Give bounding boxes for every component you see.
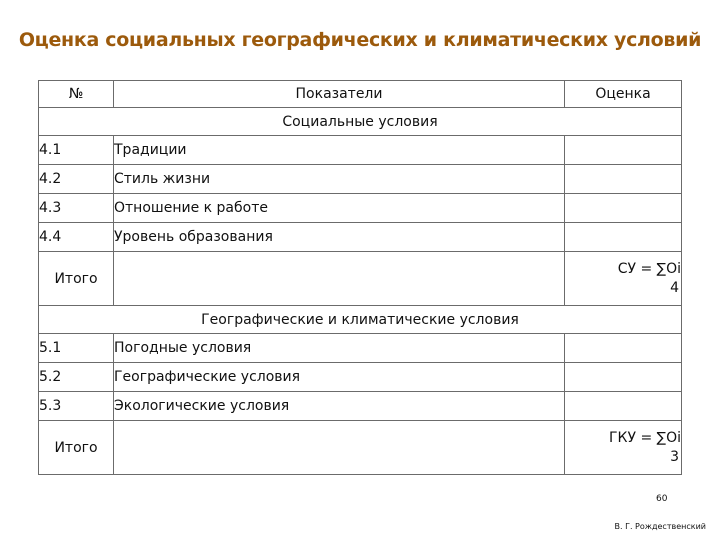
total-row-social — [39, 252, 682, 306]
formula-numerator: СУ = ∑Oi — [617, 260, 681, 277]
table-row — [39, 136, 682, 165]
slide-title: Оценка социальных географических и климатических условий — [18, 29, 702, 51]
total-empty-cell — [114, 252, 565, 306]
table-row — [39, 223, 682, 252]
table-row — [39, 334, 682, 363]
total-label: Итого — [39, 252, 114, 306]
row-number: 5.1 — [39, 334, 114, 363]
assessment-table — [38, 80, 682, 475]
section-heading-social: Социальные условия — [39, 108, 682, 136]
header-num: № — [39, 81, 114, 108]
row-number: 5.2 — [39, 363, 114, 392]
table-row — [39, 392, 682, 421]
total-empty-cell — [114, 421, 565, 475]
row-number: 4.2 — [39, 165, 114, 194]
formula-denominator: 3 — [670, 448, 679, 465]
row-score-cell[interactable] — [565, 223, 682, 252]
row-indicator: Погодные условия — [114, 334, 565, 363]
formula-numerator: ГКУ = ∑Oi — [609, 429, 681, 446]
row-indicator: Отношение к работе — [114, 194, 565, 223]
row-score-cell[interactable] — [565, 392, 682, 421]
section-row-social — [39, 108, 682, 136]
row-score-cell[interactable] — [565, 334, 682, 363]
total-label: Итого — [39, 421, 114, 475]
header-indicators: Показатели — [114, 81, 565, 108]
table-row — [39, 194, 682, 223]
header-score: Оценка — [565, 81, 682, 108]
page-number: 60 — [656, 494, 668, 504]
row-number: 4.4 — [39, 223, 114, 252]
row-indicator: Экологические условия — [114, 392, 565, 421]
total-formula-social — [565, 252, 682, 306]
section-row-geo — [39, 306, 682, 334]
row-indicator: Традиции — [114, 136, 565, 165]
row-score-cell[interactable] — [565, 136, 682, 165]
row-indicator: Стиль жизни — [114, 165, 565, 194]
row-score-cell[interactable] — [565, 165, 682, 194]
row-indicator: Уровень образования — [114, 223, 565, 252]
author-credit: В. Г. Рождественский — [614, 522, 706, 531]
total-formula-geo — [565, 421, 682, 475]
table-header-row — [39, 81, 682, 108]
formula-denominator: 4 — [670, 279, 679, 296]
section-heading-geo: Географические и климатические условия — [39, 306, 682, 334]
row-score-cell[interactable] — [565, 363, 682, 392]
row-number: 5.3 — [39, 392, 114, 421]
table-row — [39, 165, 682, 194]
total-row-geo — [39, 421, 682, 475]
row-number: 4.3 — [39, 194, 114, 223]
row-indicator: Географические условия — [114, 363, 565, 392]
row-number: 4.1 — [39, 136, 114, 165]
row-score-cell[interactable] — [565, 194, 682, 223]
table-row — [39, 363, 682, 392]
